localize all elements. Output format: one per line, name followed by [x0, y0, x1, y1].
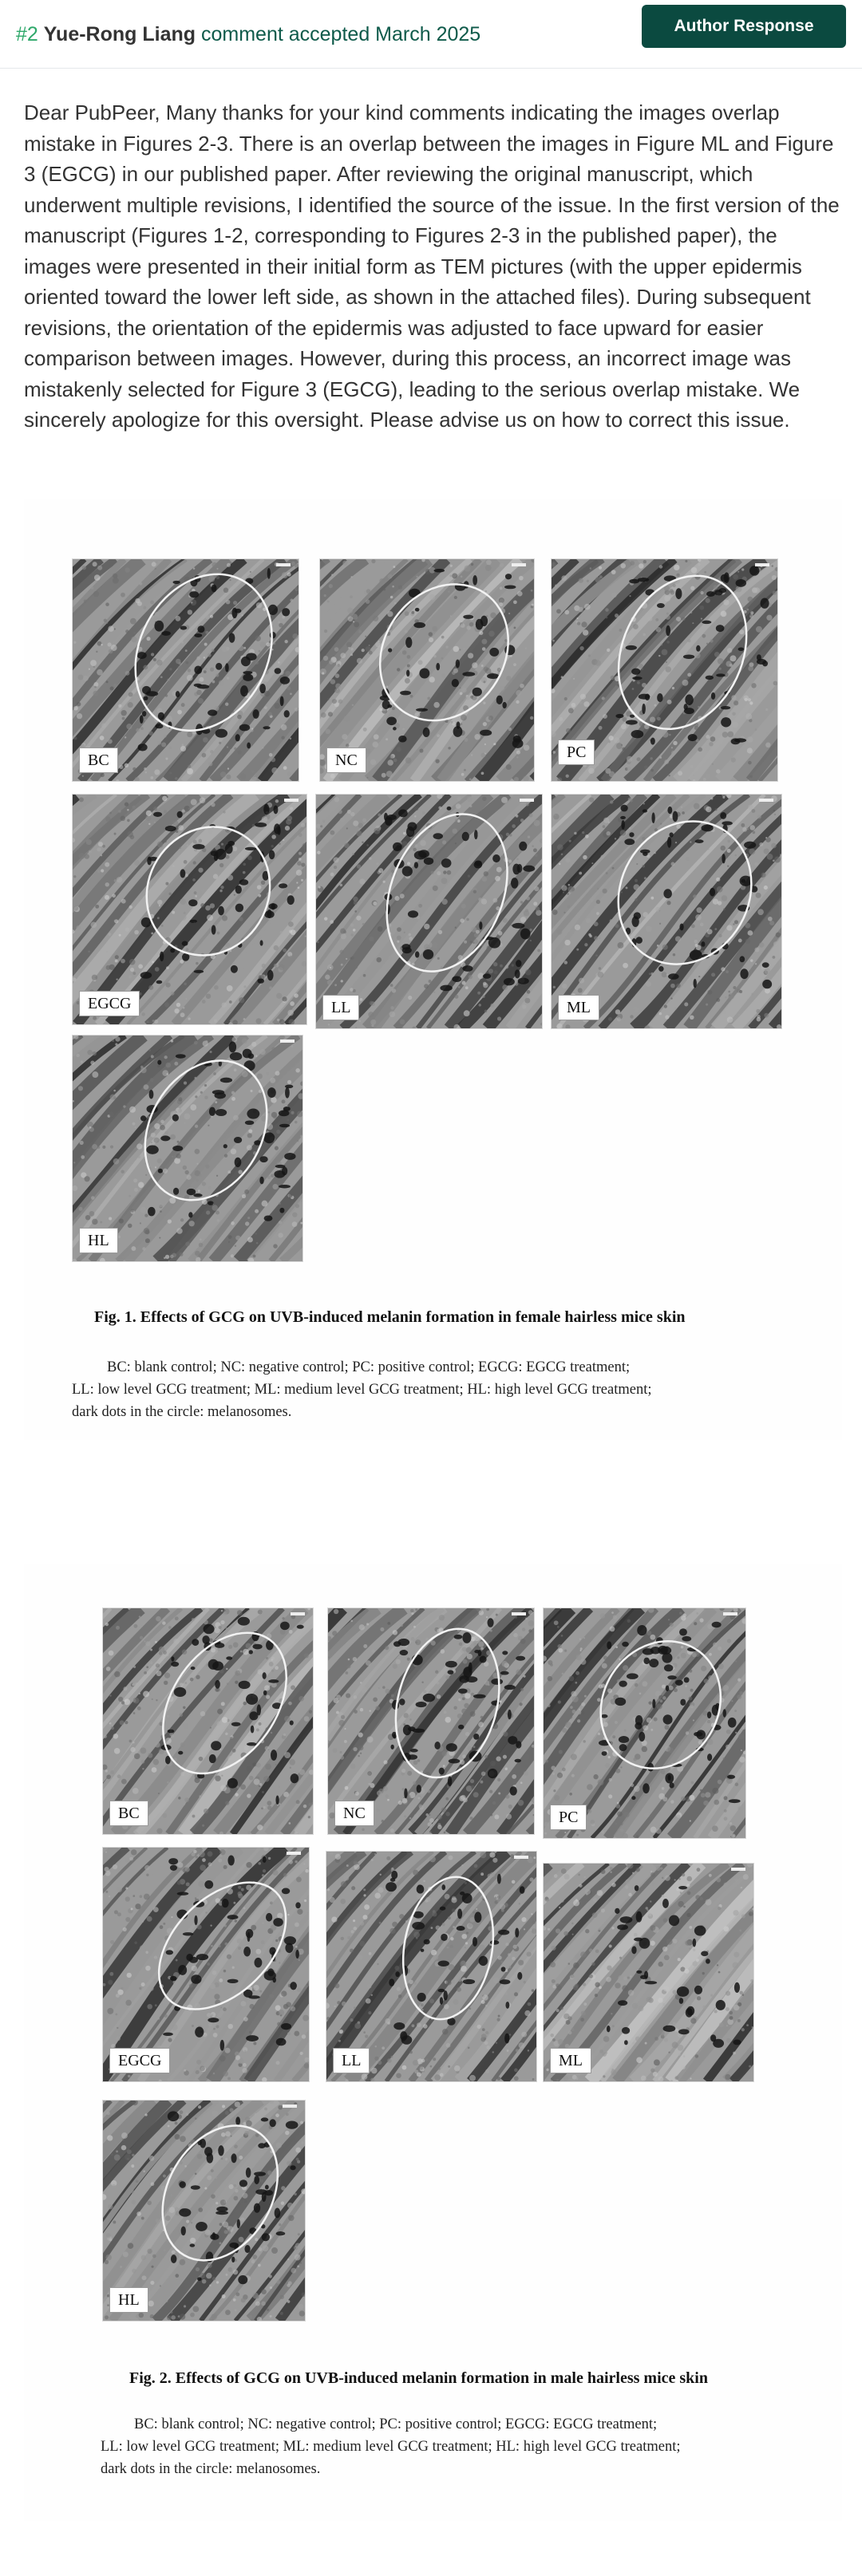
fig2-caption: Fig. 2. Effects of GCG on UVB-induced melanin formation in male hairless mice skin: [129, 2369, 708, 2387]
fig2-label-hl: HL: [109, 2287, 148, 2313]
comment-body: Dear PubPeer, Many thanks for your kind comments indicating the images overlap mistake in Figures 2-3. There is an overlap between the images in Figure ML and Figure 3 (EGCG) in our published paper. After reviewing the original manuscript, which underwent multiple revisions, I identified the source of the issue. In the first version of the manuscript (Figures 1-2, corresponding to Figures 2-3 in the published paper), the images were presented in their initial form as TEM pictures (with the upper epidermis oriented toward the lower left side, as shown in the attached files). During subsequent revisions, the orientation of the epidermis was adjusted to face upward for easier comparison between images. However, during this process, an incorrect image was mistakenly selected for Figure 3 (EGCG), leading to the serious overlap mistake. We sincerely apologize for this oversight. Please advise us on how to correct this issue.: [24, 101, 840, 432]
fig2-panel-pc: [543, 1608, 746, 1839]
comment-meta: [16, 21, 480, 48]
fig2-label-pc: PC: [550, 1805, 587, 1830]
fig1-panel-pc: [551, 558, 778, 782]
fig1-legend-line2: LL: low level GCG treatment; ML: medium level GCG treatment; HL: high level GCG treatment;: [72, 1382, 652, 1398]
fig1-legend: [72, 1356, 651, 1423]
fig2-label-ll: LL: [333, 2048, 370, 2073]
fig2-panel-ll: [326, 1851, 537, 2082]
fig2-panel-egcg: [102, 1847, 310, 2082]
author-response-button[interactable]: Author Response: [642, 5, 846, 48]
fig2-label-ml: ML: [550, 2048, 591, 2073]
fig1-label-egcg: EGCG: [79, 991, 140, 1016]
fig1-panel-nc: [319, 558, 535, 782]
fig1-legend-line1: BC: blank control; NC: negative control; PC: positive control; EGCG: EGCG treatment;: [107, 1359, 631, 1375]
fig2-label-egcg: EGCG: [109, 2048, 170, 2073]
fig1-label-bc: BC: [79, 748, 118, 773]
fig1-caption: Fig. 1. Effects of GCG on UVB-induced melanin formation in female hairless mice skin: [94, 1308, 686, 1326]
fig2-panel-ml: [543, 1863, 754, 2082]
comment-status: comment accepted March 2025: [201, 23, 481, 45]
fig1-panel-ll: [315, 794, 543, 1029]
fig1-legend-line3: dark dots in the circle: melanosomes.: [72, 1404, 292, 1420]
fig1-label-ml: ML: [558, 995, 599, 1020]
figure-1-image[interactable]: [24, 499, 842, 1440]
fig2-panel-egcg-image: [103, 1848, 309, 2081]
comment-author[interactable]: Yue-Rong Liang: [43, 23, 196, 45]
fig2-panel-pc-image: [544, 1608, 745, 1838]
fig1-label-pc: PC: [558, 740, 595, 765]
fig1-label-ll: LL: [322, 995, 359, 1020]
comment-header: [0, 0, 862, 69]
fig2-label-nc: NC: [334, 1801, 374, 1826]
fig2-legend-line3: dark dots in the circle: melanosomes.: [101, 2461, 321, 2477]
fig1-label-nc: NC: [326, 748, 366, 773]
fig2-legend-line2: LL: low level GCG treatment; ML: medium level GCG treatment; HL: high level GCG treatment;: [101, 2439, 681, 2455]
fig2-label-bc: BC: [109, 1801, 148, 1826]
fig1-panel-bc: [72, 558, 299, 782]
fig2-panel-ll-image: [326, 1852, 536, 2081]
comment-number[interactable]: #2: [16, 23, 38, 45]
fig2-panel-bc: [102, 1608, 314, 1835]
fig2-panel-hl: [102, 2100, 306, 2322]
fig2-panel-nc: [327, 1608, 535, 1835]
fig2-legend: [101, 2413, 680, 2480]
figure-2-image[interactable]: [24, 1564, 842, 2521]
fig1-panel-ml: [551, 794, 782, 1029]
fig1-panel-egcg: [72, 794, 307, 1025]
fig1-panel-ml-image: [552, 795, 781, 1028]
fig1-panel-hl: [72, 1035, 303, 1262]
fig1-panel-ll-image: [316, 795, 542, 1028]
fig1-label-hl: HL: [79, 1228, 118, 1253]
fig2-legend-line1: BC: blank control; NC: negative control; PC: positive control; EGCG: EGCG treatment;: [134, 2416, 658, 2432]
fig1-panel-egcg-image: [73, 795, 306, 1024]
